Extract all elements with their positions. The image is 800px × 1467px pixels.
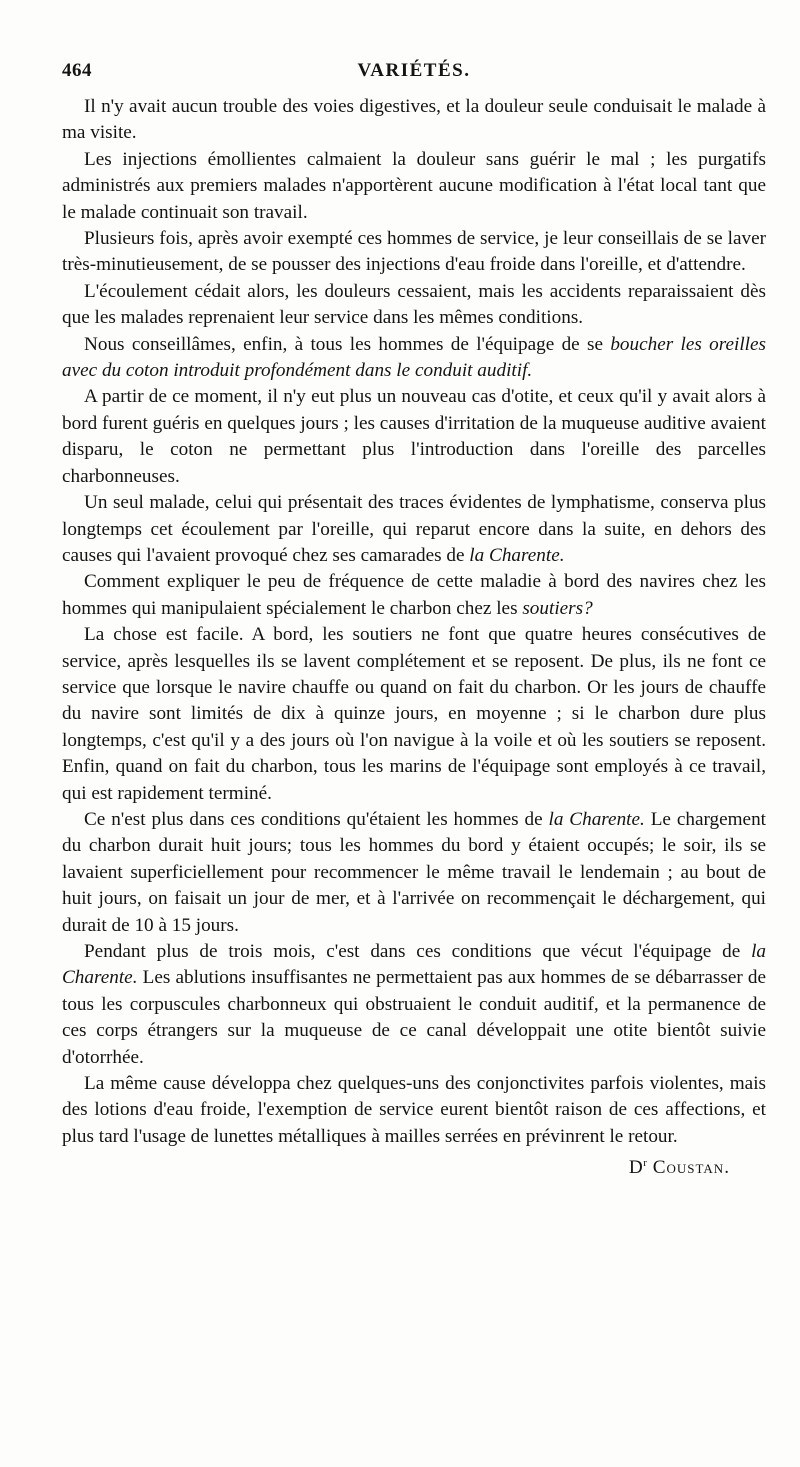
article-body [62,94,766,1179]
emphasis-text: boucher les oreilles avec du coton introduit profondément dans le conduit auditif. [62,333,766,382]
signature-superscript: r [643,1157,648,1170]
running-head [62,60,766,90]
paragraph-text: Les injections émollientes calmaient la douleur sans guérir le mal ; les purgatifs administrés aux premiers malades n'apportèrent aucune modification à l'état local tant que le malade continuait son travail. [62,148,766,223]
running-title: VARIÉTÉS. [357,60,471,81]
paragraph-text: Ce n'est plus dans ces conditions qu'étaient les hommes de [84,808,549,830]
paragraph-text: Comment expliquer le peu de fréquence de cette maladie à bord des navires chez les hommes qui manipulaient spécialement le charbon chez les [62,571,766,619]
emphasis-text: soutiers? [522,597,593,619]
paragraph-11 [62,939,766,1071]
paragraph-2 [62,147,766,226]
paragraph-5 [62,332,766,385]
paragraph-text: Les ablutions insuffisantes ne permettaient pas aux hommes de se débarrasser de tous les corpuscules charbonneux qui obstruaient le conduit auditif, et la permanence de ces corps étrangers sur la muqueuse de ce canal développait une otite bientôt suivie d'otorrhée. [62,967,766,1068]
paragraph-7 [62,490,766,569]
signature-name: Coustan. [652,1157,730,1179]
paragraph-10 [62,807,766,939]
paragraph-text: Le chargement du charbon durait huit jours; tous les hommes du bord y étaient occupés; le soir, ils se lavaient superficiellement pour recommencer le même travail le lendemain ; au bout de huit jours, on faisait un jour de mer, et à l'arrivée on recommençait le déchargement, qui durait de 10 à 15 jours. [62,808,766,936]
ship-name: la Charente. [62,941,766,989]
paragraph-text: Pendant plus de trois mois, c'est dans ces conditions que vécut l'équipage de [84,941,752,962]
page-number: 464 [62,60,92,81]
paragraph-text: La même cause développa chez quelques-uns des conjonctivites parfois violentes, mais des lotions d'eau froide, l'exemption de service eurent bientôt raison de ces affections, et plus tard l'usage de lunettes métalliques à mailles serrées en prévinrent le retour. [62,1073,766,1147]
paragraph-6 [62,384,766,490]
paragraph-text: A partir de ce moment, il n'y eut plus un nouveau cas d'otite, et ceux qu'il y avait alors à bord furent guéris en quelques jours ; les causes d'irritation de la muqueuse auditive avaient disparu, le coton ne permettant plus l'introduction dans l'oreille des parcelles charbonneuses. [62,386,766,487]
paragraph-text: Nous conseillâmes, enfin, à tous les hommes de l'équipage de se [84,333,611,355]
paragraph-text: L'écoulement cédait alors, les douleurs cessaient, mais les accidents reparaissaient dès que les malades reprenaient leur service dans les mêmes conditions. [62,280,766,329]
paragraph-4 [62,279,766,332]
page [62,60,766,1182]
paragraph-9 [62,622,766,807]
paragraph-text: Un seul malade, celui qui présentait des traces évidentes de lymphatisme, conserva plus longtemps cet écoulement par l'oreille, qui reparut encore dans la suite, en dehors des causes qui l'avaient provoqué chez ses camarades de [62,492,766,566]
paragraph-text: La chose est facile. A bord, les soutiers ne font que quatre heures consécutives de service, après lesquelles ils se lavent complétement et se reposent. De plus, ils ne font ce service que lorsque le navire chauffe ou quand on fait du charbon. Or les jours de chauffe du navire sont limités de dix à quinze jours, en moyenne ; si le charbon dure plus longtemps, c'est qu'il y a des jours où l'on navigue à la voile et où les soutiers se reposent. Enfin, quand on fait du charbon, tous les marins de l'équipage sont employés à ce travail, qui est rapidement terminé. [62,624,766,804]
ship-name: la Charente. [469,544,565,566]
ship-name: la Charente. [548,808,645,830]
paragraph-12 [62,1071,766,1179]
author-signature [607,1150,730,1181]
paragraph-1 [62,94,766,147]
paragraph-3 [62,226,766,279]
paragraph-text: Il n'y avait aucun trouble des voies digestives, et la douleur seule conduisait le malade à ma visite. [62,96,766,144]
paragraph-text: Plusieurs fois, après avoir exempté ces hommes de service, je leur conseillais de se laver très-minutieusement, de se pousser des injections d'eau froide dans l'oreille, et d'attendre. [62,228,766,276]
paragraph-8 [62,569,766,622]
signature-prefix: D [628,1157,644,1179]
